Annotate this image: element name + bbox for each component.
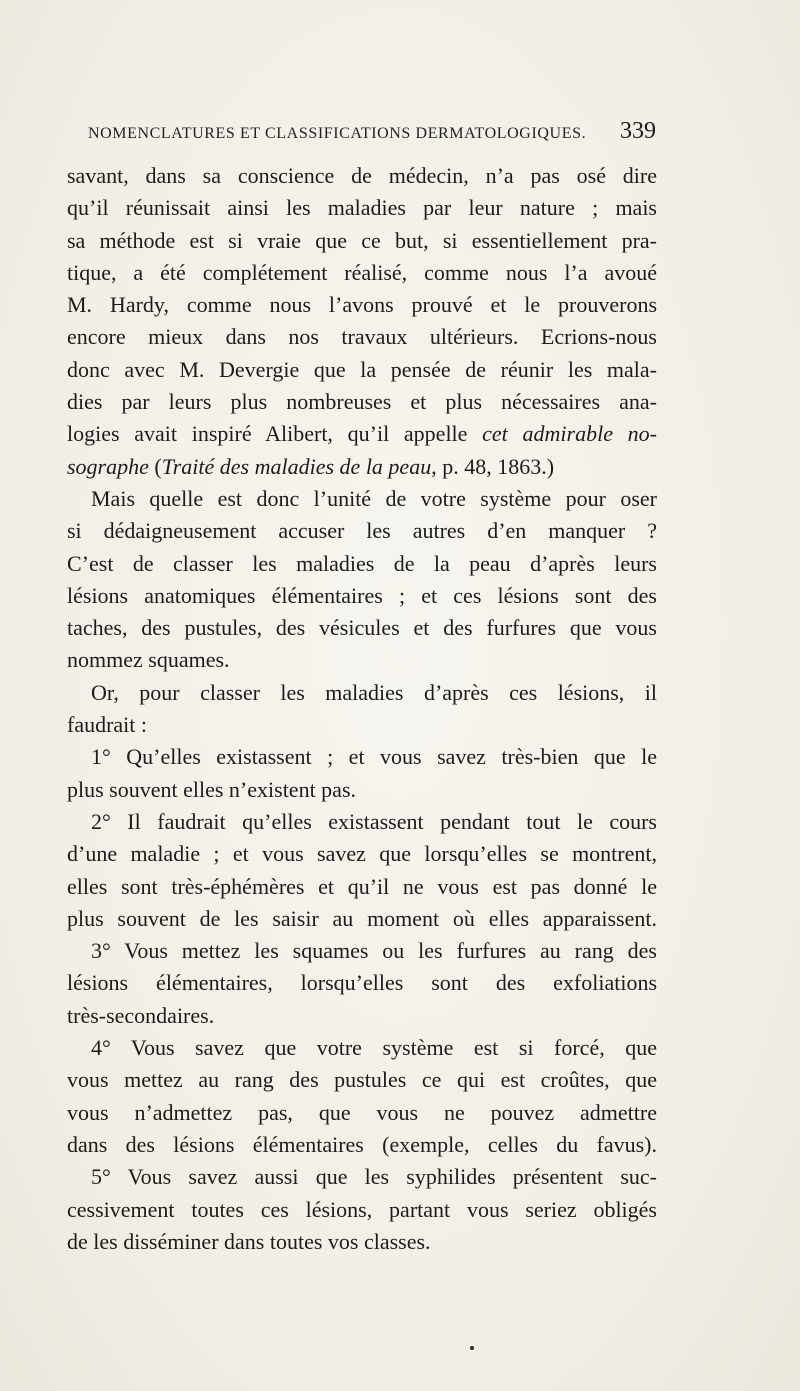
text-line: 3° Vous mettez les squames ou les furfures au rang des [91, 938, 657, 964]
text-line: encore mieux dans nos travaux ultérieurs. Ecrions-nous [67, 324, 657, 350]
body-text [67, 160, 657, 1258]
text-line: dies par leurs plus nombreuses et plus nécessaires ana- [67, 389, 657, 415]
text-line: donc avec M. Devergie que la pensée de réunir les mala- [67, 356, 657, 382]
text-line: 4° Vous savez que votre système est si forcé, que [91, 1035, 657, 1061]
text-line: lésions élémentaires, lorsqu’elles sont des exfoliations [67, 970, 657, 996]
citation-span: , p. 48, 1863.) [431, 453, 555, 479]
text-line: d’une maladie ; et vous savez que lorsqu’elles se montrent, [67, 841, 657, 867]
text-line: M. Hardy, comme nous l’avons prouvé et le prouverons [67, 292, 657, 318]
running-title: NOMENCLATURES ET CLASSIFICATIONS DERMATOLOGIQUES. [88, 125, 587, 142]
text-line: Mais quelle est donc l’unité de votre système pour oser [91, 485, 657, 511]
text-line: si dédaigneusement accuser les autres d’en manquer ? [67, 518, 657, 544]
text-line: dans des lésions élémentaires (exemple, celles du favus). [67, 1131, 657, 1157]
text-span: logies avait inspiré Alibert, qu’il appelle [67, 421, 483, 447]
text-line: sa méthode est si vraie que ce but, si essentiellement pra- [67, 227, 657, 253]
text-line: qu’il réunissait ainsi les maladies par leur nature ; mais [67, 195, 657, 221]
italic-span: sographe [67, 453, 149, 479]
text-line: elles sont très-éphémères et qu’il ne vous est pas donné le [67, 873, 657, 899]
text-line: savant, dans sa conscience de médecin, n’a pas osé dire [67, 163, 657, 188]
text-line: lésions anatomiques élémentaires ; et ces lésions sont des [67, 582, 657, 608]
text-line: 1° Qu’elles existassent ; et vous savez très-bien que le [91, 744, 657, 770]
text-line: 2° Il faudrait qu’elles existassent pendant tout le cours [91, 808, 657, 834]
text-line: 5° Vous savez aussi que les syphilides présentent suc- [91, 1164, 657, 1190]
text-line: nommez squames. [67, 647, 230, 673]
text-span: ( [148, 453, 162, 479]
text-line: plus souvent elles n’existent pas. [67, 776, 357, 802]
text-line: taches, des pustules, des vésicules et des furfures que vous [67, 615, 657, 641]
text-line: vous n’admettez pas, que vous ne pouvez admettre [67, 1099, 657, 1125]
text-line: vous mettez au rang des pustules ce qui est croûtes, que [67, 1067, 657, 1093]
text-line: tique, a été complétement réalisé, comme nous l’a avoué [67, 259, 657, 285]
page-number: 339 [620, 118, 656, 144]
text-line: très-secondaires. [67, 1002, 215, 1028]
book-title-span: Traité des maladies de la peau [161, 453, 432, 479]
text-line: plus souvent de les saisir au moment où elles apparaissent. [67, 905, 657, 931]
text-line: de les disséminer dans toutes vos classes. [67, 1228, 431, 1254]
text-line: Or, pour classer les maladies d’après ces lésions, il [91, 679, 657, 705]
text-line: C’est de classer les maladies de la peau d’après leurs [67, 550, 657, 576]
italic-span: cet admirable no- [482, 421, 657, 447]
text-line [67, 451, 657, 483]
ink-speck [470, 1346, 474, 1350]
running-head [88, 118, 656, 154]
text-line: cessivement toutes ces lésions, partant vous seriez obligés [67, 1196, 657, 1222]
text-line: faudrait : [67, 712, 148, 738]
text-line [67, 418, 657, 450]
